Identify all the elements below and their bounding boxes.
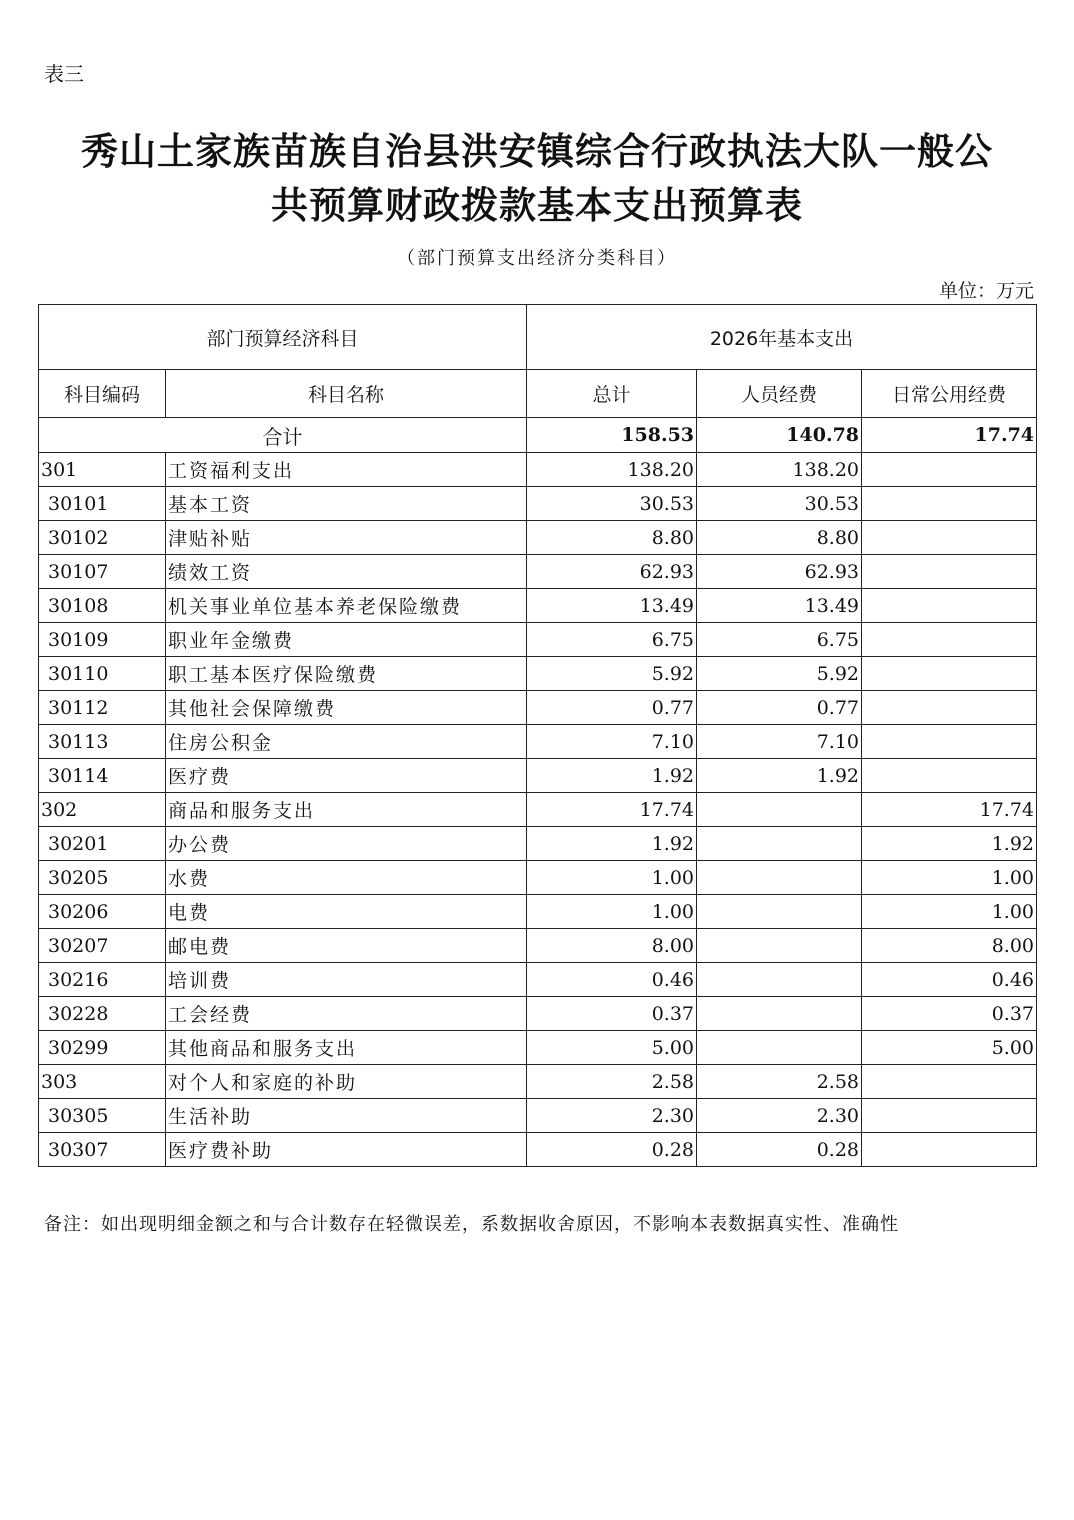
row-name: 绩效工资 (166, 555, 527, 589)
row-total: 7.10 (527, 725, 697, 759)
table-row (39, 895, 1037, 929)
row-name: 水费 (166, 861, 527, 895)
row-public (862, 725, 1037, 759)
header-column-row (39, 370, 1037, 418)
row-code: 30114 (39, 759, 166, 793)
row-name: 生活补助 (166, 1099, 527, 1133)
row-code: 30307 (39, 1133, 166, 1167)
row-code: 30110 (39, 657, 166, 691)
row-personnel (697, 1031, 862, 1065)
row-total: 0.77 (527, 691, 697, 725)
row-name: 职工基本医疗保险缴费 (166, 657, 527, 691)
row-personnel: 0.28 (697, 1133, 862, 1167)
row-public: 1.00 (862, 895, 1037, 929)
row-personnel (697, 997, 862, 1031)
row-name: 职业年金缴费 (166, 623, 527, 657)
row-personnel: 5.92 (697, 657, 862, 691)
page-subtitle: （部门预算支出经济分类科目） (397, 248, 677, 269)
row-personnel: 6.75 (697, 623, 862, 657)
row-public (862, 487, 1037, 521)
table-row (39, 1031, 1037, 1065)
row-code: 302 (39, 793, 166, 827)
row-public (862, 1065, 1037, 1099)
table-row (39, 1065, 1037, 1099)
row-personnel: 7.10 (697, 725, 862, 759)
row-public (862, 1133, 1037, 1167)
row-name: 基本工资 (166, 487, 527, 521)
row-name: 机关事业单位基本养老保险缴费 (166, 589, 527, 623)
row-name: 工资福利支出 (166, 453, 527, 487)
table-row (39, 793, 1037, 827)
table-row (39, 623, 1037, 657)
row-total: 1.92 (527, 827, 697, 861)
row-personnel (697, 963, 862, 997)
table-row (39, 1099, 1037, 1133)
row-code: 301 (39, 453, 166, 487)
row-name: 住房公积金 (166, 725, 527, 759)
row-public (862, 589, 1037, 623)
row-code: 30101 (39, 487, 166, 521)
header-group-row (39, 305, 1037, 370)
row-total: 0.46 (527, 963, 697, 997)
row-public (862, 759, 1037, 793)
total-public: 17.74 (862, 418, 1037, 453)
row-public (862, 521, 1037, 555)
row-public (862, 453, 1037, 487)
header-code: 科目编码 (39, 370, 166, 418)
row-name: 其他商品和服务支出 (166, 1031, 527, 1065)
row-public (862, 555, 1037, 589)
row-code: 30207 (39, 929, 166, 963)
header-public: 日常公用经费 (862, 370, 1037, 418)
row-name: 医疗费 (166, 759, 527, 793)
row-code: 30205 (39, 861, 166, 895)
row-total: 1.00 (527, 861, 697, 895)
row-public: 8.00 (862, 929, 1037, 963)
table-row (39, 997, 1037, 1031)
row-total: 1.92 (527, 759, 697, 793)
header-economic-subject: 部门预算经济科目 (39, 305, 527, 370)
total-label: 合计 (39, 418, 527, 453)
unit-label: 单位：万元 (938, 280, 1034, 302)
row-code: 30216 (39, 963, 166, 997)
table-row (39, 759, 1037, 793)
table-row (39, 725, 1037, 759)
row-public: 0.37 (862, 997, 1037, 1031)
row-total: 6.75 (527, 623, 697, 657)
table-row (39, 453, 1037, 487)
row-code: 30109 (39, 623, 166, 657)
row-code: 30107 (39, 555, 166, 589)
row-personnel: 2.58 (697, 1065, 862, 1099)
row-personnel: 62.93 (697, 555, 862, 589)
table-row (39, 521, 1037, 555)
row-public (862, 657, 1037, 691)
row-name: 对个人和家庭的补助 (166, 1065, 527, 1099)
row-code: 30201 (39, 827, 166, 861)
row-personnel (697, 895, 862, 929)
row-code: 30108 (39, 589, 166, 623)
row-name: 商品和服务支出 (166, 793, 527, 827)
row-total: 1.00 (527, 895, 697, 929)
total-personnel: 140.78 (697, 418, 862, 453)
row-code: 30102 (39, 521, 166, 555)
row-total: 0.28 (527, 1133, 697, 1167)
header-name: 科目名称 (166, 370, 527, 418)
row-personnel: 30.53 (697, 487, 862, 521)
page-title (0, 124, 1074, 232)
row-code: 30112 (39, 691, 166, 725)
row-personnel: 1.92 (697, 759, 862, 793)
row-name: 办公费 (166, 827, 527, 861)
row-personnel (697, 861, 862, 895)
row-public: 5.00 (862, 1031, 1037, 1065)
row-personnel: 8.80 (697, 521, 862, 555)
row-code: 30113 (39, 725, 166, 759)
row-public (862, 1099, 1037, 1133)
row-total: 0.37 (527, 997, 697, 1031)
row-total: 8.80 (527, 521, 697, 555)
row-total: 5.92 (527, 657, 697, 691)
total-row (39, 418, 1037, 453)
row-total: 8.00 (527, 929, 697, 963)
header-personnel: 人员经费 (697, 370, 862, 418)
row-public (862, 691, 1037, 725)
table-number: 表三 (44, 62, 84, 86)
row-personnel (697, 827, 862, 861)
total-total: 158.53 (527, 418, 697, 453)
row-total: 13.49 (527, 589, 697, 623)
row-total: 138.20 (527, 453, 697, 487)
row-personnel: 2.30 (697, 1099, 862, 1133)
row-personnel (697, 929, 862, 963)
table-row (39, 1133, 1037, 1167)
row-code: 30228 (39, 997, 166, 1031)
row-name: 电费 (166, 895, 527, 929)
table-row (39, 487, 1037, 521)
row-public (862, 623, 1037, 657)
header-total: 总计 (527, 370, 697, 418)
row-public: 17.74 (862, 793, 1037, 827)
row-name: 津贴补贴 (166, 521, 527, 555)
title-line-2: 共预算财政拨款基本支出预算表 (271, 183, 803, 227)
budget-table (38, 304, 1037, 1167)
row-total: 30.53 (527, 487, 697, 521)
row-name: 邮电费 (166, 929, 527, 963)
row-name: 其他社会保障缴费 (166, 691, 527, 725)
row-personnel: 0.77 (697, 691, 862, 725)
table-row (39, 861, 1037, 895)
row-total: 17.74 (527, 793, 697, 827)
table-row (39, 929, 1037, 963)
row-total: 2.30 (527, 1099, 697, 1133)
footnote: 备注：如出现明细金额之和与合计数存在轻微误差，系数据收舍原因，不影响本表数据真实性、准确性 (44, 1214, 899, 1235)
row-personnel: 138.20 (697, 453, 862, 487)
row-personnel: 13.49 (697, 589, 862, 623)
row-name: 医疗费补助 (166, 1133, 527, 1167)
table-row (39, 963, 1037, 997)
row-total: 5.00 (527, 1031, 697, 1065)
row-name: 工会经费 (166, 997, 527, 1031)
row-code: 30299 (39, 1031, 166, 1065)
row-code: 30305 (39, 1099, 166, 1133)
title-line-1: 秀山土家族苗族自治县洪安镇综合行政执法大队一般公 (81, 129, 993, 173)
row-public: 1.92 (862, 827, 1037, 861)
row-personnel (697, 793, 862, 827)
row-total: 62.93 (527, 555, 697, 589)
row-total: 2.58 (527, 1065, 697, 1099)
row-code: 30206 (39, 895, 166, 929)
row-public: 0.46 (862, 963, 1037, 997)
header-basic-expenditure: 2026年基本支出 (527, 305, 1037, 370)
row-code: 303 (39, 1065, 166, 1099)
table-row (39, 827, 1037, 861)
table-row (39, 657, 1037, 691)
row-name: 培训费 (166, 963, 527, 997)
table-row (39, 691, 1037, 725)
table-row (39, 589, 1037, 623)
table-row (39, 555, 1037, 589)
row-public: 1.00 (862, 861, 1037, 895)
